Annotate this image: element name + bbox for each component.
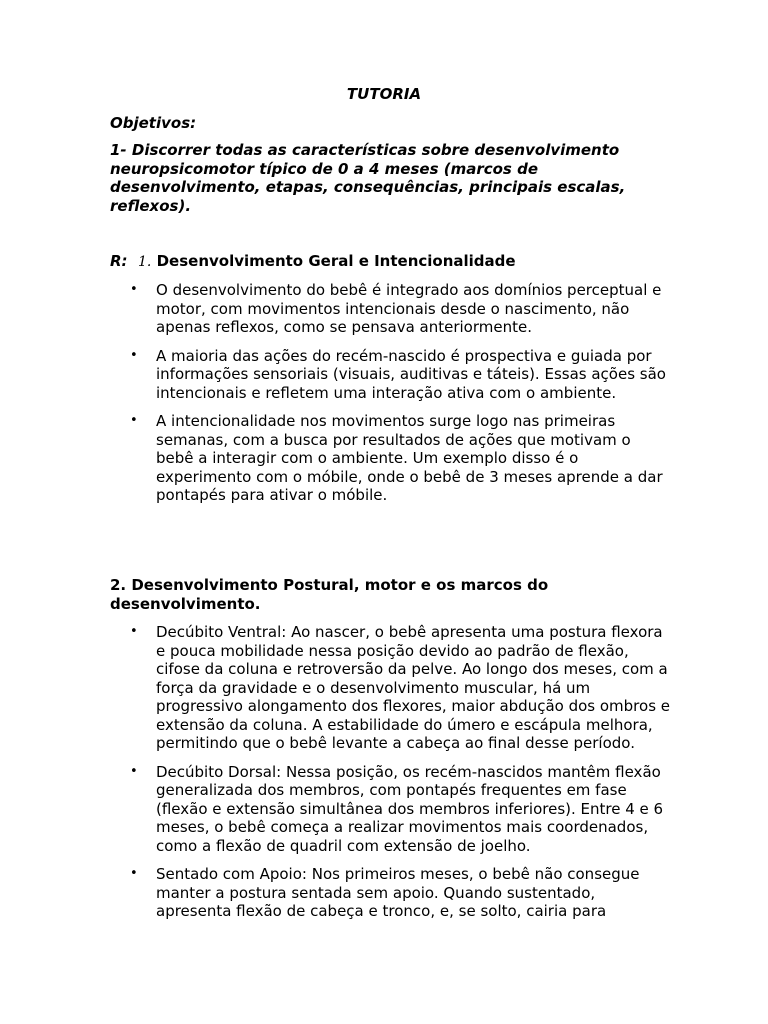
section-2-heading: 2. Desenvolvimento Postural, motor e os marcos do desenvolvimento. (110, 576, 549, 613)
list-item (110, 412, 670, 505)
section-1-number: 1. (138, 254, 152, 270)
bullet-icon: • (130, 282, 138, 297)
list-item-text: Decúbito Ventral: Ao nascer, o bebê apresenta uma postura flexora e pouca mobilidade nessa posição devido ao padrão de flexão, cifose da coluna e retroversão da pelve. Ao longo dos meses, com a força da gravidade e o desenvolvimento muscular, há um progressivo alongamento dos flexores, maior abdução dos ombros e extensão da coluna. A estabilidade do úmero e escápula melhora, permitindo que o bebê levante a cabeça ao final desse período. (156, 623, 671, 752)
bullet-icon: • (130, 413, 138, 428)
answer-label: R: (110, 252, 128, 270)
section-1-heading (110, 252, 670, 272)
list-item-text: O desenvolvimento do bebê é integrado aos domínios perceptual e motor, com movimentos intencionais desde o nascimento, não apenas reflexos, como se pensava anteriormente. (156, 281, 662, 336)
section-1-list (110, 281, 670, 515)
section-1-title: Desenvolvimento Geral e Intencionalidade (156, 252, 516, 270)
list-item (110, 623, 670, 753)
list-item-text: Sentado com Apoio: Nos primeiros meses, o bebê não consegue manter a postura sentada sem apoio. Quando sustentado, apresenta flexão de cabeça e tronco, e, se solto, cairia para (156, 865, 640, 920)
bullet-icon: • (130, 624, 138, 639)
list-item-text: A maioria das ações do recém-nascido é prospectiva e guiada por informações sensoriais (visuais, auditivas e táteis). Essas ações são intencionais e refletem uma interação ativa com o ambiente. (156, 346, 666, 402)
objectives-label: Objetivos: (110, 114, 197, 132)
bullet-icon: • (130, 347, 138, 363)
bullet-icon: • (130, 763, 138, 779)
list-item (110, 281, 670, 337)
list-item (110, 347, 670, 403)
list-item-text: Decúbito Dorsal: Nessa posição, os recém-nascidos mantêm flexão generalizada dos membros, com pontapés frequentes em fase (flexão e extensão simultânea dos membros inferiores). Entre 4 e 6 meses, o bebê começa a realizar movimentos mais coordenados, como a flexão de quadril com extensão de joelho. (156, 762, 664, 855)
list-item (110, 763, 670, 856)
list-item (110, 865, 670, 921)
question-text: 1- Discorrer todas as características sobre desenvolvimento neuropsicomotor típico de 0 a 4 meses (marcos de desenvolvimento, etapas, consequências, principais escalas, reflexos). (110, 141, 626, 215)
bullet-icon: • (130, 866, 138, 881)
list-item-text: A intencionalidade nos movimentos surge logo nas primeiras semanas, com a busca por resultados de ações que motivam o bebê a interagir com o ambiente. Um exemplo disso é o experimento com o móbile, onde o bebê de 3 meses aprende a dar pontapés para ativar o móbile. (156, 412, 663, 504)
section-2-list (110, 623, 670, 931)
document-title: TUTORIA (346, 85, 422, 103)
